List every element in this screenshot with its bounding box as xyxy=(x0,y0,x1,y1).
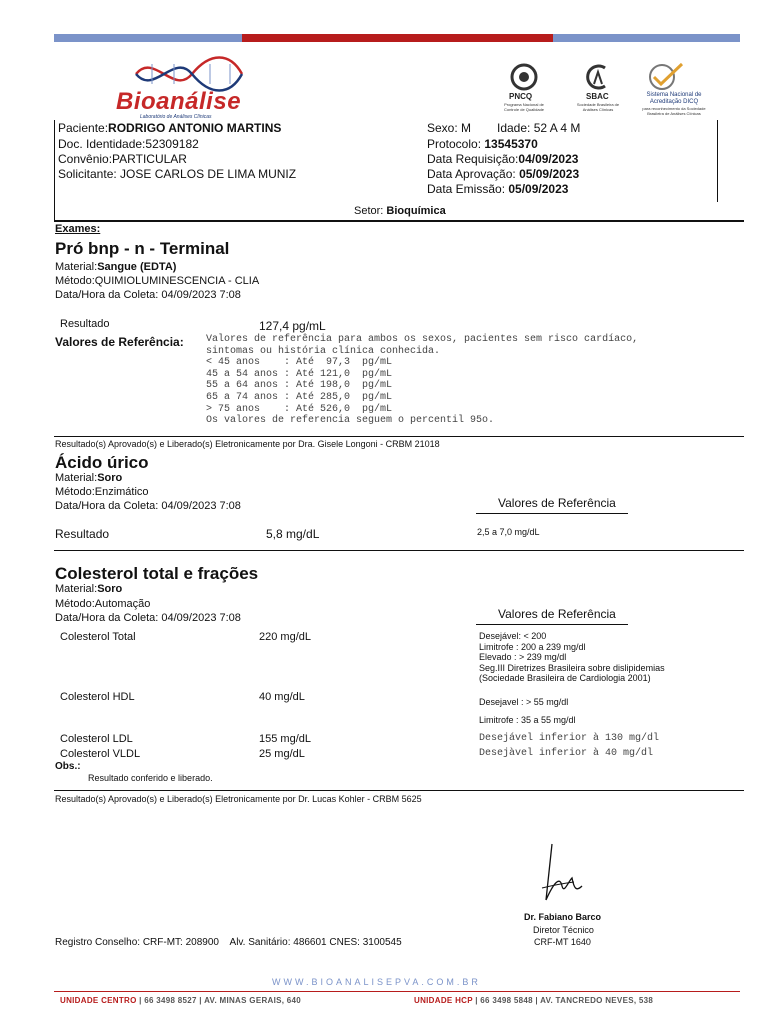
logo-brand: Bioanálise xyxy=(116,88,242,115)
probnp-ref-line: > 75 anos : Até 526,0 pg/mL xyxy=(206,403,393,415)
protocolo-row xyxy=(427,137,538,151)
probnp-ref-block xyxy=(206,334,638,427)
probnp-ref-line: sintomas ou história clínica conhecida. xyxy=(206,345,441,357)
ref-line: Desejável: < 200 xyxy=(479,631,547,641)
signature-role: Diretor Técnico xyxy=(533,925,594,935)
probnp-ref-line: Os valores de referencia seguem o percentil 95o. xyxy=(206,415,495,427)
probnp-ref-line: Valores de referência para ambos os sexos, pacientes sem risco cardíaco, xyxy=(206,334,639,345)
acido-title: Ácido úrico xyxy=(55,453,149,472)
probnp-ref-line: < 45 anos : Até 97,3 pg/mL xyxy=(206,357,393,369)
colesterol-ldl: 155 mg/dL xyxy=(259,733,311,745)
patient-solicitante-label: Solicitante: xyxy=(58,167,117,181)
colesterol-ldl-label: Colesterol LDL xyxy=(60,733,133,745)
colesterol-hdl-ref-2: Limitrofe : 35 a 55 mg/dl xyxy=(479,715,576,725)
ref-line: (Sociedade Brasileira de Cardiologia 2001) xyxy=(479,673,651,683)
acido-material: Soro xyxy=(97,472,123,484)
colesterol-material: Soro xyxy=(97,583,123,595)
probnp-title: Pró bnp - n - Terminal xyxy=(55,239,230,258)
header-left-border xyxy=(54,120,55,220)
acido-coleta: Data/Hora da Coleta: 04/09/2023 7:08 xyxy=(55,500,241,512)
obs-label: Obs.: xyxy=(55,761,81,772)
exames-heading: Exames: xyxy=(55,223,101,235)
sbac-badge xyxy=(574,62,622,114)
colesterol-coleta: Data/Hora da Coleta: 04/09/2023 7:08 xyxy=(55,612,241,624)
sbac-icon xyxy=(583,62,613,92)
colesterol-total-label: Colesterol Total xyxy=(60,631,136,643)
footer-left-unit: UNIDADE CENTRO xyxy=(60,996,137,1005)
probnp-approval: Resultado(s) Aprovado(s) e Liberado(s) Eletronicamente por Dra. Gisele Longoni - CRBM 21018 xyxy=(55,439,440,449)
acido-material-label: Material: xyxy=(55,472,98,484)
colesterol-total-ref xyxy=(479,631,665,684)
footer-right-info: | 66 3498 5848 | AV. TANCREDO NEVES, 538 xyxy=(472,996,654,1005)
registro-line: Registro Conselho: CRF-MT: 208900 Alv. Sanitário: 486601 CNES: 3100545 xyxy=(55,937,402,948)
pncq-sub: Programa Nacional de Controle de Qualidade xyxy=(503,102,545,112)
logo-tagline: Laboratório de Análises Clínicas xyxy=(140,114,212,120)
pncq-badge xyxy=(502,62,546,114)
logo xyxy=(112,54,252,124)
colesterol-title: Colesterol total e frações xyxy=(55,564,259,583)
obs-text: Resultado conferido e liberado. xyxy=(88,773,213,783)
dna-helix-icon xyxy=(134,56,244,92)
colesterol-hdl-label: Colesterol HDL xyxy=(60,691,135,703)
probnp-material-row xyxy=(55,261,176,273)
acido-ref: 2,5 a 7,0 mg/dL xyxy=(477,527,540,537)
data-aprovacao: 05/09/2023 xyxy=(519,167,580,181)
footer-website[interactable]: WWW.BIOANALISEPVA.COM.BR xyxy=(272,977,481,987)
sna-label: Sistema Nacional de Acreditação DICQ xyxy=(646,92,702,105)
probnp-resultado-label: Resultado xyxy=(60,318,110,330)
colesterol-material-row xyxy=(55,583,122,595)
footer-left-info: | 66 3498 8527 | AV. MINAS GERAIS, 640 xyxy=(136,996,302,1005)
patient-doc-row xyxy=(58,137,199,151)
footer-right xyxy=(414,996,653,1005)
probnp-coleta: Data/Hora da Coleta: 04/09/2023 7:08 xyxy=(55,289,241,301)
patient-convenio: PARTICULAR xyxy=(112,152,187,166)
sna-sub: para reconhecimento da Sociedade Brasileira de Análises Clínicas xyxy=(642,106,706,116)
data-aprovacao-row xyxy=(427,167,579,181)
patient-doc-label: Doc. Identidade: xyxy=(58,137,146,151)
probnp-material: Sangue (EDTA) xyxy=(97,261,177,273)
probnp-ref-line: 65 a 74 anos : Até 285,0 pg/mL xyxy=(206,391,393,403)
signature-name: Dr. Fabiano Barco xyxy=(524,912,602,922)
probnp-ref-line: 55 a 64 anos : Até 198,0 pg/mL xyxy=(206,380,393,392)
top-color-bar xyxy=(54,34,740,42)
patient-convenio-label: Convênio: xyxy=(58,152,113,166)
header-right-border xyxy=(717,120,718,202)
setor-label: Setor: xyxy=(354,205,384,217)
colesterol-vldl-label: Colesterol VLDL xyxy=(60,748,141,760)
colesterol-ref-header: Valores de Referência xyxy=(498,607,616,621)
colesterol-total: 220 mg/dL xyxy=(259,631,311,643)
acido-resultado: 5,8 mg/dL xyxy=(266,527,320,541)
probnp-ref-line: 45 a 54 anos : Até 121,0 pg/mL xyxy=(206,368,393,380)
acido-material-row xyxy=(55,472,122,484)
data-emissao-row xyxy=(427,182,568,196)
footer-right-unit: UNIDADE HCP xyxy=(414,996,473,1005)
patient-sexo-row xyxy=(427,121,471,135)
colesterol-hdl-ref-1: Desejavel : > 55 mg/dl xyxy=(479,697,569,707)
colesterol-metodo: Método:Automação xyxy=(55,598,151,610)
setor-row xyxy=(354,205,446,217)
signature-crf: CRF-MT 1640 xyxy=(534,937,591,947)
patient-sexo: M xyxy=(461,121,472,135)
footer-left xyxy=(60,996,301,1005)
probnp-metodo: Método:QUIMIOLUMINESCENCIA - CLIA xyxy=(55,275,260,287)
data-emissao: 05/09/2023 xyxy=(508,182,569,196)
colesterol-ref-underline xyxy=(476,624,628,625)
data-aprovacao-label: Data Aprovação: xyxy=(427,167,516,181)
sbac-label: SBAC xyxy=(586,92,609,101)
colesterol-vldl-ref: Desejàvel inferior à 40 mg/dl xyxy=(479,748,654,759)
setor: Bioquímica xyxy=(386,205,446,217)
acido-ref-underline xyxy=(476,513,628,514)
colesterol-hdl: 40 mg/dL xyxy=(259,691,305,703)
data-requisicao: 04/09/2023 xyxy=(518,152,579,166)
colesterol-ldl-ref: Desejável inferior à 130 mg/dl xyxy=(479,733,660,744)
colesterol-approval: Resultado(s) Aprovado(s) e Liberado(s) Eletronicamente por Dr. Lucas Kohler - CRBM 5625 xyxy=(55,794,422,804)
acido-rule xyxy=(54,550,744,551)
data-requisicao-label: Data Requisição: xyxy=(427,152,519,166)
colesterol-vldl: 25 mg/dL xyxy=(259,748,305,760)
accreditation-check-icon xyxy=(646,62,686,92)
pncq-label: PNCQ xyxy=(509,92,533,101)
protocolo: 13545370 xyxy=(484,137,538,151)
acido-resultado-label: Resultado xyxy=(55,527,110,541)
signature-icon xyxy=(534,842,594,912)
probnp-resultado: 127,4 pg/mL xyxy=(259,319,326,333)
probnp-rule xyxy=(54,436,744,437)
footer-divider xyxy=(54,991,740,992)
sna-badge xyxy=(642,62,706,118)
protocolo-label: Protocolo: xyxy=(427,137,482,151)
ref-line: Limitrofe : 200 a 239 mg/dl xyxy=(479,641,586,652)
data-emissao-label: Data Emissão: xyxy=(427,182,506,196)
patient-sexo-label: Sexo: xyxy=(427,121,458,135)
patient-idade-label: Idade: xyxy=(497,121,531,135)
acido-ref-header: Valores de Referência xyxy=(498,496,616,510)
data-requisicao-row xyxy=(427,152,578,166)
patient-idade: 52 A 4 M xyxy=(533,121,581,135)
colesterol-rule xyxy=(54,790,744,791)
patient-solicitante: JOSE CARLOS DE LIMA MUNIZ xyxy=(120,167,297,181)
pncq-icon xyxy=(509,62,539,92)
probnp-ref-label: Valores de Referência: xyxy=(55,335,184,349)
patient-doc: 52309182 xyxy=(145,137,199,151)
colesterol-material-label: Material: xyxy=(55,583,98,595)
probnp-material-label: Material: xyxy=(55,261,98,273)
ref-line: Elevado : > 239 mg/dl xyxy=(479,652,567,662)
patient-name: RODRIGO ANTONIO MARTINS xyxy=(108,121,282,135)
patient-convenio-row xyxy=(58,152,187,166)
ref-line: Seg.III Diretrizes Brasileira sobre dislipidemias xyxy=(479,662,665,673)
header-bottom-rule xyxy=(54,220,744,222)
patient-name-label: Paciente: xyxy=(58,121,109,135)
patient-idade-row xyxy=(497,121,580,135)
acido-metodo: Método:Enzimático xyxy=(55,486,149,498)
patient-solicitante-row xyxy=(58,167,296,181)
sbac-sub: Sociedade Brasileira de Análises Clínicas xyxy=(576,102,620,112)
patient-name-row xyxy=(58,121,281,135)
